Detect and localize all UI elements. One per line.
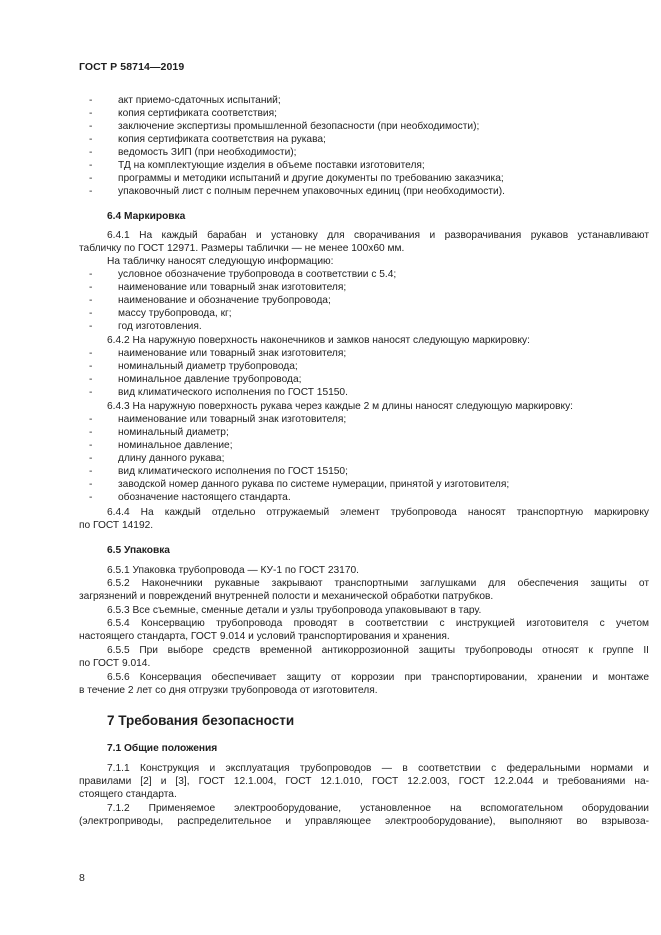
- list-item: условное обозначение трубопровода в соответствии с 5.4;: [118, 269, 397, 280]
- page-number: 8: [79, 872, 85, 884]
- paragraph-line: 7.1.1 Конструкция и эксплуатация трубопроводов — в соответствии с федеральными нормами и: [107, 763, 649, 774]
- document-header: ГОСТ Р 58714—2019: [79, 61, 185, 73]
- section-title: 7.1 Общие положения: [107, 743, 218, 754]
- paragraph-line: стоящего стандарта.: [79, 789, 177, 800]
- list-item: массу трубопровода, кг;: [118, 308, 232, 319]
- list-item: ТД на комплектующие изделия в объеме поставки изготовителя;: [118, 160, 425, 171]
- paragraph-line: по ГОСТ 14192.: [79, 520, 154, 531]
- paragraph-line: (электроприводы, распределительное и управляющее электрооборудование), выполняют во взрывоза-: [79, 816, 649, 827]
- paragraph-line: 6.5.1 Упаковка трубопровода — КУ-1 по ГОСТ 23170.: [107, 565, 360, 576]
- list-item: вид климатического исполнения по ГОСТ 15150.: [118, 387, 348, 398]
- dash: -: [89, 492, 93, 503]
- list-item: наименование или товарный знак изготовителя;: [118, 414, 347, 425]
- paragraph-line: 6.5.6 Консервация обеспечивает защиту от коррозии при транспортировании, хранении и монтаже: [107, 672, 649, 683]
- paragraph-line: в течение 2 лет со дня отгрузки трубопровода от изготовителя.: [79, 685, 378, 696]
- dash: -: [89, 173, 93, 184]
- section-title: 6.5 Упаковка: [107, 545, 170, 556]
- dash: -: [89, 387, 93, 398]
- dash: -: [89, 321, 93, 332]
- dash: -: [89, 427, 93, 438]
- dash: -: [89, 361, 93, 372]
- list-item: год изготовления.: [118, 321, 202, 332]
- list-item: номинальное давление трубопровода;: [118, 374, 302, 385]
- chapter-title: 7 Требования безопасности: [107, 713, 295, 728]
- paragraph-line: табличку по ГОСТ 12971. Размеры таблички — не менее 100х60 мм.: [79, 243, 405, 254]
- dash: -: [89, 147, 93, 158]
- paragraph-line: 6.5.3 Все съемные, сменные детали и узлы трубопровода упаковывают в тару.: [107, 605, 482, 616]
- list-item: программы и методики испытаний и другие документы по требованию заказчика;: [118, 173, 504, 184]
- list-item: номинальное давление;: [118, 440, 233, 451]
- list-item: наименование и обозначение трубопровода;: [118, 295, 331, 306]
- dash: -: [89, 308, 93, 319]
- dash: -: [89, 186, 93, 197]
- list-item: наименование или товарный знак изготовителя;: [118, 348, 347, 359]
- dash: -: [89, 374, 93, 385]
- dash: -: [89, 121, 93, 132]
- list-item: копия сертификата соответствия;: [118, 108, 277, 119]
- paragraph-line: 6.5.2 Наконечники рукавные закрывают транспортными заглушками для обеспечения защиты от: [107, 578, 649, 589]
- dash: -: [89, 160, 93, 171]
- dash: -: [89, 466, 93, 477]
- section-title: 6.4 Маркировка: [107, 211, 186, 222]
- paragraph-line: по ГОСТ 9.014.: [79, 658, 151, 669]
- paragraph-line: настоящего стандарта, ГОСТ 9.014 и условий транспортирования и хранения.: [79, 631, 450, 642]
- list-item: наименование или товарный знак изготовителя;: [118, 282, 347, 293]
- dash: -: [89, 479, 93, 490]
- list-item: номинальный диаметр трубопровода;: [118, 361, 298, 372]
- paragraph-line: На табличку наносят следующую информацию:: [107, 256, 334, 267]
- paragraph-line: 6.4.4 На каждый отдельно отгружаемый элемент трубопровода наносят транспортную маркировку: [107, 507, 649, 518]
- paragraph-line: 6.4.3 На наружную поверхность рукава через каждые 2 м длины наносят следующую маркировку:: [107, 401, 573, 412]
- list-item: длину данного рукава;: [118, 453, 225, 464]
- paragraph-line: правилами [2] и [3], ГОСТ 12.1.004, ГОСТ 12.1.010, ГОСТ 12.2.003, ГОСТ 12.2.044 и требованиями на-: [79, 776, 649, 787]
- paragraph-line: 6.5.5 При выборе средств временной антикоррозионной защиты трубопроводы относят к группе II: [107, 645, 649, 656]
- list-item: заключение экспертизы промышленной безопасности (при необходимости);: [118, 121, 480, 132]
- paragraph-line: 6.4.2 На наружную поверхность наконечников и замков наносят следующую маркировку:: [107, 335, 530, 346]
- paragraph-line: 7.1.2 Применяемое электрооборудование, установленное на вспомогательном оборудовании: [107, 803, 649, 814]
- list-item: вид климатического исполнения по ГОСТ 15150;: [118, 466, 348, 477]
- dash: -: [89, 453, 93, 464]
- paragraph-line: 6.4.1 На каждый барабан и установку для сворачивания и разворачивания рукавов устанавливают: [107, 230, 649, 241]
- dash: -: [89, 95, 93, 106]
- list-item: номинальный диаметр;: [118, 427, 229, 438]
- list-item: копия сертификата соответствия на рукава;: [118, 134, 326, 145]
- dash: -: [89, 282, 93, 293]
- list-item: ведомость ЗИП (при необходимости);: [118, 147, 297, 158]
- list-item: упаковочный лист с полным перечнем упаковочных единиц (при необходимости).: [118, 186, 505, 197]
- dash: -: [89, 134, 93, 145]
- dash: -: [89, 108, 93, 119]
- list-item: обозначение настоящего стандарта.: [118, 492, 291, 503]
- dash: -: [89, 440, 93, 451]
- dash: -: [89, 295, 93, 306]
- dash: -: [89, 414, 93, 425]
- list-item: акт приемо-сдаточных испытаний;: [118, 95, 281, 106]
- dash: -: [89, 269, 93, 280]
- paragraph-line: 6.5.4 Консервацию трубопровода проводят в соответствии с инструкцией изготовителя с учетом: [107, 618, 649, 629]
- list-item: заводской номер данного рукава по системе нумерации, принятой у изготовителя;: [118, 479, 510, 490]
- dash: -: [89, 348, 93, 359]
- paragraph-line: загрязнений и повреждений внутренней полости и механической обработки патрубков.: [79, 591, 494, 602]
